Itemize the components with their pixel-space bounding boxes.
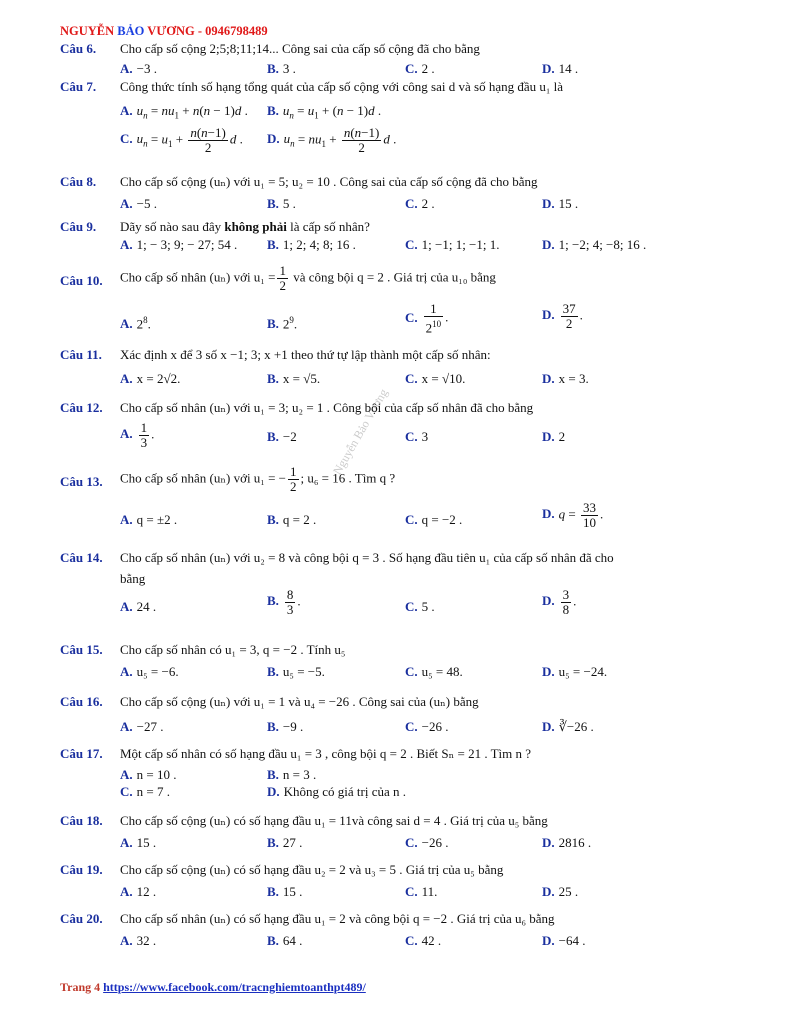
option-a[interactable]: A. x = 2√2. bbox=[120, 371, 181, 386]
option-b[interactable]: B. $\frac{8}{3}$ . bbox=[267, 587, 301, 617]
question-number: Câu 6. bbox=[60, 41, 97, 56]
question-text: Cho cấp số nhân (uₙ) với u₂ = 8 và công bội q = 3 . Số hạng đầu tiên u₁ của cấp số nhân đã cho bbox=[120, 550, 614, 565]
question-number: Câu 20. bbox=[60, 911, 103, 926]
option-a[interactable]: A. u₅ = −6. bbox=[120, 664, 179, 679]
question-number: Câu 15. bbox=[60, 642, 103, 657]
option-c[interactable]: C. 3 bbox=[405, 429, 429, 444]
option-d[interactable]: D. 25 . bbox=[542, 884, 579, 899]
option-b[interactable]: B. −9 . bbox=[267, 719, 304, 734]
option-a[interactable]: A. 15 . bbox=[120, 835, 157, 850]
page-footer bbox=[60, 980, 366, 995]
option-a[interactable]: A. −3 . bbox=[120, 61, 157, 76]
option-a[interactable]: A. −5 . bbox=[120, 196, 157, 211]
option-b[interactable]: B. 64 . bbox=[267, 933, 303, 948]
option-a[interactable]: A. 1; − 3; 9; − 27; 54 . bbox=[120, 237, 238, 252]
option-b[interactable]: B. u₅ = −5. bbox=[267, 664, 325, 679]
option-d[interactable]: D. 2816 . bbox=[542, 835, 592, 850]
option-c[interactable]: C. q = −2 . bbox=[405, 512, 463, 527]
option-c[interactable]: C. 5 . bbox=[405, 599, 435, 614]
option-b[interactable]: B. x = √5. bbox=[267, 371, 321, 386]
option-a[interactable]: A. $\frac{1}{3}$ . bbox=[120, 420, 155, 450]
option-a[interactable]: A. $u_n = nu_1 + n(n - 1)d$ . bbox=[120, 103, 248, 121]
question-text: Công thức tính số hạng tổng quát của cấp số cộng với công sai d và số hạng đầu u₁ là bbox=[120, 79, 564, 94]
facebook-link[interactable]: https://www.facebook.com/tracnghiemtoanthpt489/ bbox=[103, 980, 366, 994]
option-c[interactable]: C. 1; −1; 1; −1; 1. bbox=[405, 237, 500, 252]
option-b[interactable]: B. 3 . bbox=[267, 61, 296, 76]
question-number: Câu 14. bbox=[60, 550, 103, 565]
watermark: Nguyễn Bảo Vương bbox=[330, 386, 391, 477]
option-a[interactable]: A. $2^8$. bbox=[120, 315, 151, 332]
page-number: Trang 4 bbox=[60, 980, 101, 994]
option-a[interactable]: A. 12 . bbox=[120, 884, 157, 899]
option-c[interactable]: C. 42 . bbox=[405, 933, 442, 948]
option-b[interactable]: B. −2 bbox=[267, 429, 297, 444]
option-b[interactable]: B. n = 3 . bbox=[267, 767, 317, 782]
option-d[interactable]: D. $\frac{3}{8}$ . bbox=[542, 587, 577, 617]
option-d[interactable]: D. $u_n = nu_1$ + $\frac{n(n-1)}{2}$ d . bbox=[267, 125, 397, 155]
question-number: Câu 12. bbox=[60, 400, 103, 415]
option-d[interactable]: D. ∛−26 . bbox=[542, 719, 594, 734]
option-b[interactable]: B. q = 2 . bbox=[267, 512, 317, 527]
question-text: Cho cấp số nhân có u₁ = 3, q = −2 . Tính u₅ bbox=[120, 642, 346, 657]
question-number: Câu 16. bbox=[60, 694, 103, 709]
option-c[interactable]: C. −26 . bbox=[405, 719, 449, 734]
option-b[interactable]: B. $2^9$. bbox=[267, 315, 298, 332]
option-c[interactable]: C. $\frac{1}{2^{10}}$ . bbox=[405, 301, 449, 336]
option-c[interactable]: C. 2 . bbox=[405, 196, 435, 211]
question-text: Cho cấp số nhân (uₙ) với u₁ = − $\frac{1}{2}$ ; u₆ = 16 . Tìm q ? bbox=[120, 464, 396, 494]
option-d[interactable]: D. q = $\frac{33}{10}$ . bbox=[542, 500, 604, 530]
option-c[interactable]: C. x = √10. bbox=[405, 371, 466, 386]
option-b[interactable]: B. 5 . bbox=[267, 196, 296, 211]
question-number: Câu 9. bbox=[60, 219, 97, 234]
option-a[interactable]: A. 32 . bbox=[120, 933, 157, 948]
option-a[interactable]: A. −27 . bbox=[120, 719, 164, 734]
question-text: Xác định x để 3 số x −1; 3; x +1 theo thứ tự lập thành một cấp số nhân: bbox=[120, 347, 491, 362]
option-a[interactable]: A. q = ±2 . bbox=[120, 512, 178, 527]
option-d[interactable]: D. 1; −2; 4; −8; 16 . bbox=[542, 237, 647, 252]
option-b[interactable]: B. 27 . bbox=[267, 835, 303, 850]
question-text: Cho cấp số cộng (uₙ) có số hạng đầu u₂ = 2 và u₃ = 5 . Giá trị của u₅ bằng bbox=[120, 862, 504, 877]
question-text: Một cấp số nhân có số hạng đầu u₁ = 3 , công bội q = 2 . Biết Sₙ = 21 . Tìm n ? bbox=[120, 746, 532, 761]
question-number: Câu 18. bbox=[60, 813, 103, 828]
option-d[interactable]: D. 2 bbox=[542, 429, 566, 444]
question-text: Cho cấp số cộng (uₙ) với u₁ = 1 và u₄ = −26 . Công sai của (uₙ) bằng bbox=[120, 694, 479, 709]
question-number: Câu 11. bbox=[60, 347, 102, 362]
option-a[interactable]: A. 24 . bbox=[120, 599, 157, 614]
question-number: Câu 13. bbox=[60, 474, 103, 489]
option-d[interactable]: D. Không có giá trị của n . bbox=[267, 784, 407, 799]
option-c[interactable]: C. $u_n = u_1$ + $\frac{n(n-1)}{2}$ d . bbox=[120, 125, 243, 155]
question-number: Câu 7. bbox=[60, 79, 97, 94]
option-c[interactable]: C. 11. bbox=[405, 884, 438, 899]
option-c[interactable]: C. 2 . bbox=[405, 61, 435, 76]
option-d[interactable]: D. x = 3. bbox=[542, 371, 589, 386]
question-number: Câu 8. bbox=[60, 174, 97, 189]
option-a[interactable]: A. n = 10 . bbox=[120, 767, 177, 782]
option-d[interactable]: D. $\frac{37}{2}$ . bbox=[542, 301, 583, 331]
option-d[interactable]: D. u₅ = −24. bbox=[542, 664, 608, 679]
option-c[interactable]: C. u₅ = 48. bbox=[405, 664, 463, 679]
option-b[interactable]: B. 1; 2; 4; 8; 16 . bbox=[267, 237, 356, 252]
option-d[interactable]: D. 14 . bbox=[542, 61, 579, 76]
question-text: Cho cấp số cộng (uₙ) với u₁ = 5; u₂ = 10 . Công sai của cấp số cộng đã cho bằng bbox=[120, 174, 538, 189]
question-text: Cho cấp số nhân (uₙ) với u₁ = $\frac{1}{2}$ và công bội q = 2 . Giá trị của u₁₀ bằng bbox=[120, 263, 496, 293]
option-b[interactable]: B. $u_n = u_1 + (n - 1)d$ . bbox=[267, 103, 382, 121]
option-b[interactable]: B. 15 . bbox=[267, 884, 303, 899]
option-d[interactable]: D. 15 . bbox=[542, 196, 579, 211]
question-text: Cho cấp số nhân (uₙ) với u₁ = 3; u₂ = 1 . Công bội của cấp số nhân đã cho bằng bbox=[120, 400, 534, 415]
option-d[interactable]: D. −64 . bbox=[542, 933, 586, 948]
question-text: Cho cấp số cộng (uₙ) có số hạng đầu u₁ = 11và công sai d = 4 . Giá trị của u₅ bằng bbox=[120, 813, 548, 828]
option-c[interactable]: C. n = 7 . bbox=[120, 784, 170, 799]
question-text: Dãy số nào sau đây không phải là cấp số nhân? bbox=[120, 219, 370, 234]
question-number: Câu 10. bbox=[60, 273, 103, 288]
question-text: Cho cấp số nhân (uₙ) có số hạng đầu u₁ = 2 và công bội q = −2 . Giá trị của u₆ bằng bbox=[120, 911, 555, 926]
question-number: Câu 17. bbox=[60, 746, 103, 761]
option-c[interactable]: C. −26 . bbox=[405, 835, 449, 850]
question-number: Câu 19. bbox=[60, 862, 103, 877]
author-header: NGUYỄN BẢO VƯƠNG - 0946798489 bbox=[60, 24, 268, 38]
question-text-continued: bằng bbox=[120, 571, 146, 586]
question-text: Cho cấp số cộng 2;5;8;11;14... Công sai của cấp số cộng đã cho bằng bbox=[120, 41, 480, 56]
